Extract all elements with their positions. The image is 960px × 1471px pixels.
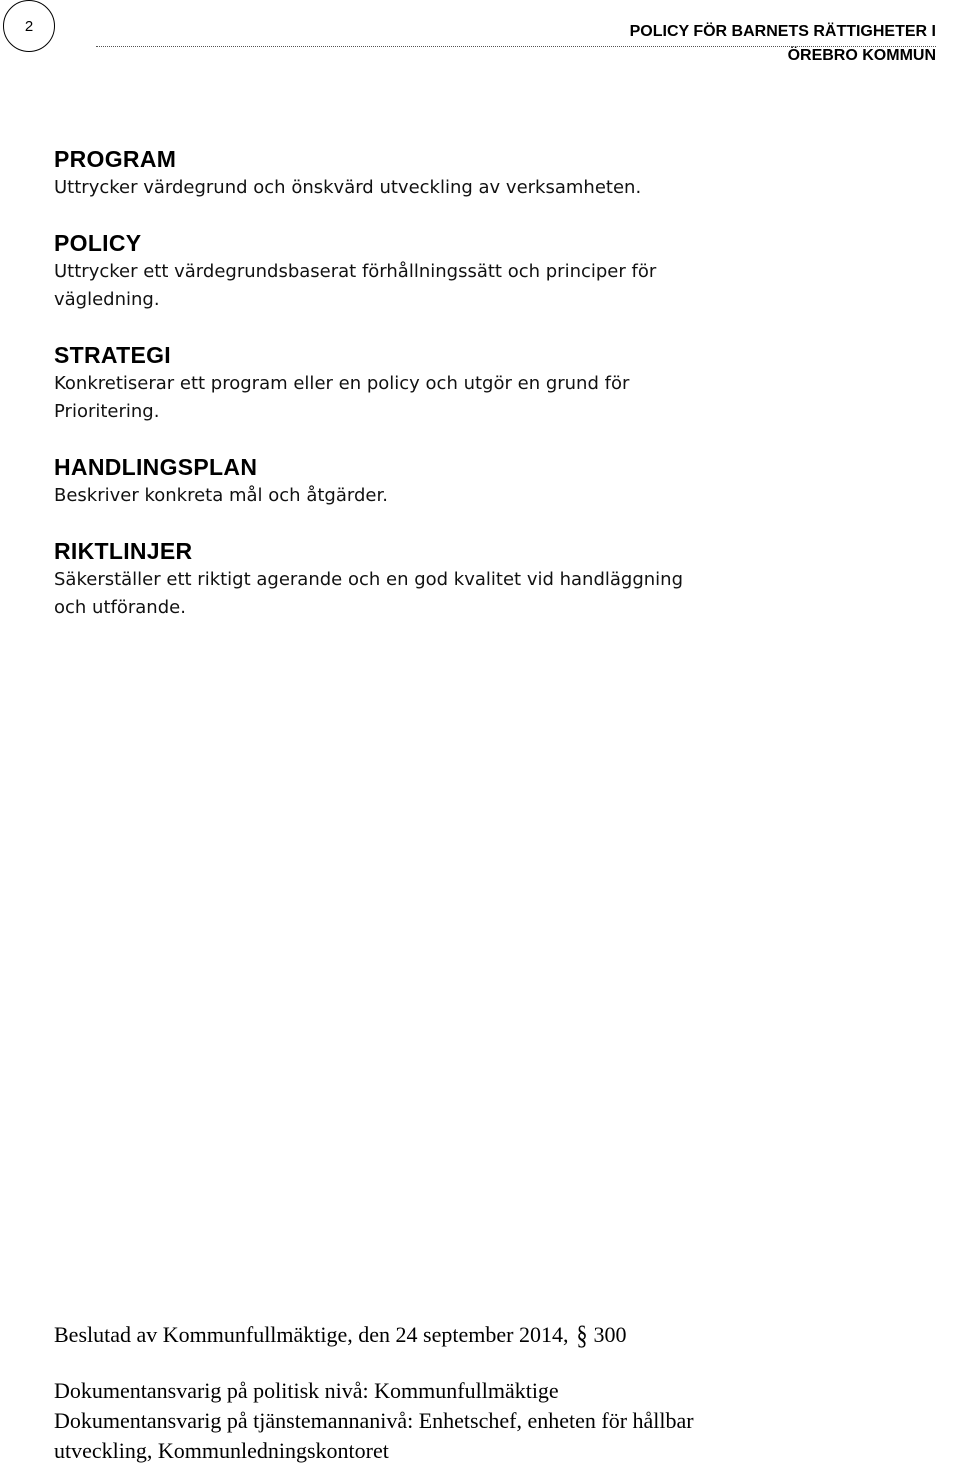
section-body-line-1: Säkerställer ett riktigt agerande och en god kvalitet vid handläggning xyxy=(54,569,684,590)
section-body-line-1: Konkretiserar ett program eller en policy och utgör en grund för xyxy=(54,373,630,394)
section-heading: RIKTLINJER xyxy=(54,538,193,564)
responsible-official-line-2: utveckling, Kommunledningskontoret xyxy=(54,1438,389,1463)
section-body-line-2: Prioritering. xyxy=(54,401,160,422)
document-footer xyxy=(54,1320,874,1466)
section-body-line-1: Uttrycker ett värdegrundsbaserat förhållningssätt och principer för xyxy=(54,261,657,282)
section-body: Beskriver konkreta mål och åtgärder. xyxy=(54,485,388,506)
section-heading: HANDLINGSPLAN xyxy=(54,454,258,480)
section-policy xyxy=(54,228,854,314)
definitions-content xyxy=(54,144,854,648)
decision-text: Beslutad av Kommunfullmäktige, den 24 september 2014, xyxy=(54,1322,569,1347)
responsible-official-line-1: Dokumentansvarig på tjänstemannanivå: Enhetschef, enheten för hållbar xyxy=(54,1408,694,1433)
section-riktlinjer xyxy=(54,536,854,622)
header-title-line-2: ÖREBRO KOMMUN xyxy=(787,47,936,64)
section-body-line-2: vägledning. xyxy=(54,289,160,310)
section-body: Uttrycker värdegrund och önskvärd utveckling av verksamheten. xyxy=(54,177,642,198)
header-title-line-1: POLICY FÖR BARNETS RÄTTIGHETER I xyxy=(629,23,936,40)
section-heading: POLICY xyxy=(54,230,142,256)
decision-statement xyxy=(54,1320,874,1350)
section-handlingsplan xyxy=(54,452,854,510)
page-number xyxy=(3,0,55,52)
section-heading: PROGRAM xyxy=(54,146,177,172)
paragraph-number: 300 xyxy=(593,1322,627,1347)
page-number-text: 2 xyxy=(24,17,34,35)
paragraph-sign: § xyxy=(576,1318,588,1350)
document-header-title xyxy=(630,20,936,68)
section-body-line-2: och utförande. xyxy=(54,597,186,618)
section-strategi xyxy=(54,340,854,426)
responsible-political: Dokumentansvarig på politisk nivå: Kommunfullmäktige xyxy=(54,1378,559,1403)
section-program xyxy=(54,144,854,202)
section-heading: STRATEGI xyxy=(54,342,171,368)
header-divider xyxy=(96,46,936,47)
